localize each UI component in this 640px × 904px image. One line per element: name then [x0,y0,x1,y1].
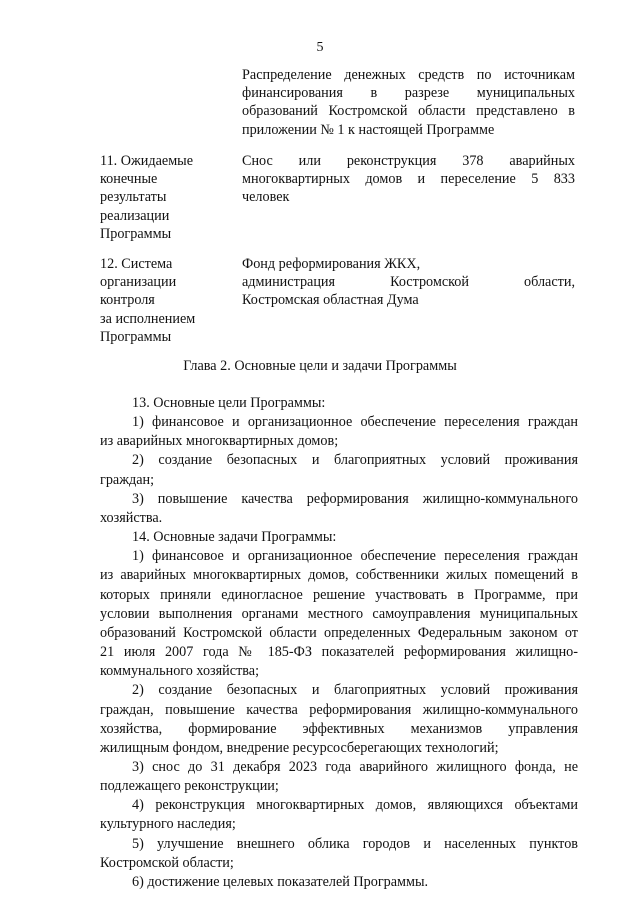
paragraph-line: граждан, повышение качества реформирования жилищно-коммунального [100,701,578,718]
paragraph-line: хозяйства, формирование эффективных механизмов управления [100,720,578,737]
row-value [242,152,575,207]
label-line: Программы [100,225,172,242]
body-text [100,394,578,892]
row-label [100,152,235,243]
financing-text [242,66,575,139]
label-line: конечные [100,171,158,188]
label-line: результаты [100,189,167,206]
paragraph-line: которых приняли единогласное решение участвовать в Программе, при [100,586,578,603]
paragraph-line: 2) создание безопасных и благоприятных условий проживания [132,682,578,699]
paragraph-line: граждан; [100,471,155,488]
label-line: реализации [100,207,170,224]
text-line: Снос или реконструкция 378 аварийных [242,153,575,169]
paragraph-line: 4) реконструкция многоквартирных домов, являющихся объектами [132,797,578,814]
text-line: человек [242,189,290,206]
text-line: образований Костромской области представлено в [242,103,575,120]
paragraph-line: подлежащего реконструкции; [100,778,279,795]
text-line: Костромская областная Дума [242,292,419,309]
paragraph-line: 21 июля 2007 года № 185-ФЗ показателей реформирования жилищно- [100,644,578,661]
label-line: Программы [100,328,172,345]
paragraph-line: жилищным фондом, внедрение ресурсосберегающих технологий; [100,739,499,756]
paragraph-line: 3) повышение качества реформирования жилищно-коммунального [132,490,578,507]
text-line: финансирования в разрезе муниципальных [242,85,575,102]
text-line: многоквартирных домов и переселение 5 833 [242,171,575,188]
paragraph-line: 1) финансовое и организационное обеспечение переселения граждан [132,414,578,431]
row-value [242,255,575,310]
label-line: организации [100,274,177,291]
paragraph-line: 14. Основные задачи Программы: [132,529,337,546]
text-line: Распределение денежных средств по источникам [242,67,575,83]
label-line: за исполнением [100,310,196,327]
paragraph-line: из аварийных многоквартирных домов; [100,433,339,450]
label-line: контроля [100,292,155,309]
text-line: приложении № 1 к настоящей Программе [242,121,495,138]
row-label [100,255,235,346]
label-line: 11. Ожидаемые [100,153,194,169]
paragraph-line: Костромской области; [100,854,234,871]
paragraph-line: образований Костромской области определенных Федеральным законом от [100,624,578,641]
paragraph-line: 6) достижение целевых показателей Программы. [132,873,429,890]
label-line: 12. Система [100,256,173,272]
paragraph-line: из аварийных многоквартирных домов, собственники жилых помещений в [100,567,578,584]
paragraph-line: хозяйства. [100,509,163,526]
text-line: администрация Костромской области, [242,274,575,291]
paragraph-line: культурного наследия; [100,816,236,833]
chapter-heading: Глава 2. Основные цели и задачи Программы [183,358,457,374]
page-number: 5 [316,40,324,55]
paragraph-line: 1) финансовое и организационное обеспечение переселения граждан [132,548,578,565]
paragraph-line: 2) создание безопасных и благоприятных условий проживания [132,452,578,469]
paragraph-line: 13. Основные цели Программы: [132,395,326,411]
paragraph-line: 3) снос до 31 декабря 2023 года аварийного жилищного фонда, не [132,758,578,775]
paragraph-line: коммунального хозяйства; [100,663,260,680]
paragraph-line: условии выполнения органами местного самоуправления муниципальных [100,605,578,622]
text-line: Фонд реформирования ЖКХ, [242,256,421,272]
paragraph-line: 5) улучшение внешнего облика городов и населенных пунктов [132,835,578,852]
